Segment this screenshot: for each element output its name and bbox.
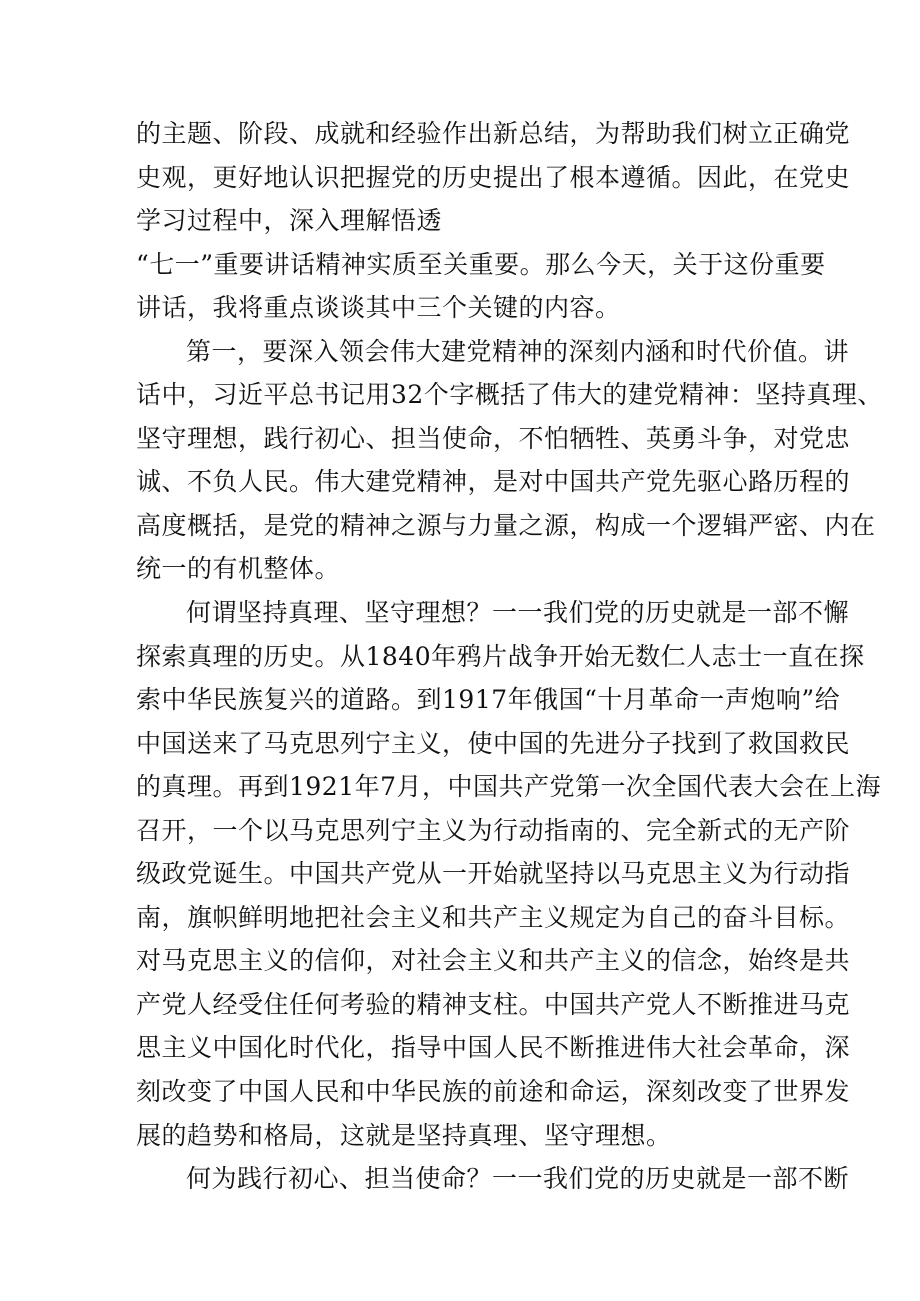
text-line: 坚守理想，践行初心、担当使命，不怕牺牲、英勇斗争，对党忠 [136,423,851,453]
text-line: 思主义中国化时代化，指导中国人民不断推进伟大社会革命，深 [136,1033,851,1063]
text-line: 对马克思主义的信仰，对社会主义和共产主义的信念，始终是共 [136,946,851,976]
document-body [136,112,883,1201]
text-line: 的主题、阶段、成就和经验作出新总结，为帮助我们树立正确党 [136,119,851,148]
text-line: 刻改变了中国人民和中华民族的前途和命运，深刻改变了世界发 [136,1077,851,1107]
text-line: “七一”重要讲话精神实质至关重要。那么今天，关于这份重要 [136,249,826,279]
text-line: 高度概括，是党的精神之源与力量之源，构成一个逻辑严密、内在 [136,510,876,540]
text-line: 中国送来了马克思列宁主义，使中国的先进分子找到了救国救民 [136,728,851,758]
text-line: 话中，习近平总书记用32个字概括了伟大的建党精神：坚持真理、 [136,380,883,410]
text-line: 第一，要深入领会伟大建党精神的深刻内涵和时代价值。讲 [186,336,850,366]
text-line: 探索真理的历史。从1840年鸦片战争开始无数仁人志士一直在探 [136,641,865,671]
text-line: 学习过程中，深入理解悟透 [136,206,443,236]
text-line: 何为践行初心、担当使命？一一我们党的历史就是一部不断 [186,1164,850,1194]
text-line: 讲话，我将重点谈谈其中三个关键的内容。 [136,293,621,323]
text-line: 级政党诞生。中国共产党从一开始就坚持以马克思主义为行动指 [136,859,851,889]
text-line: 诚、不负人民。伟大建党精神，是对中国共产党先驱心路历程的 [136,467,851,497]
text-line: 索中华民族复兴的道路。到1917年俄国“十月革命一声炮响”给 [136,685,841,715]
text-line: 产党人经受住任何考验的精神支柱。中国共产党人不断推进马克 [136,989,851,1019]
text-line: 南，旗帜鲜明地把社会主义和共产主义规定为自己的奋斗目标。 [136,902,851,932]
text-line: 史观，更好地认识把握党的历史提出了根本遵循。因此，在党史 [136,162,851,192]
text-line: 的真理。再到1921年7月，中国共产党第一次全国代表大会在上海 [136,772,882,802]
text-line: 统一的有机整体。 [136,554,341,584]
text-line: 召开，一个以马克思列宁主义为行动指南的、完全新式的无产阶 [136,815,851,845]
text-line: 何谓坚持真理、坚守理想？一一我们党的历史就是一部不懈 [186,598,850,628]
text-line: 展的趋势和格局，这就是坚持真理、坚守理想。 [136,1120,672,1150]
